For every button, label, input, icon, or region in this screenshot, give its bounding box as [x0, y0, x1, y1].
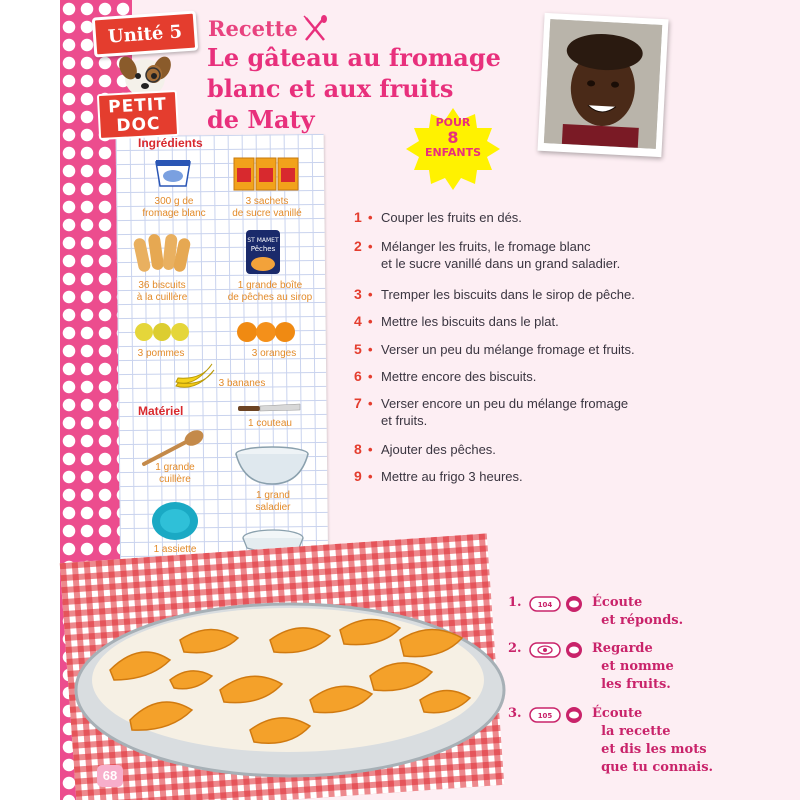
ingredient-caption: 3 sachets de sucre vanillé — [232, 196, 302, 219]
materiel-caption: 1 grand saladier — [255, 490, 291, 513]
materiel-caption: 1 couteau — [248, 418, 292, 429]
unit-tag: Unité 5 — [92, 10, 199, 57]
activity-2: 2. Regarde et nomme les fruits. — [508, 641, 674, 692]
child-portrait-icon — [544, 19, 662, 149]
apples-icon — [134, 320, 190, 342]
ingredient-caption: 300 g de fromage blanc — [142, 196, 206, 219]
bananas-icon — [172, 358, 216, 390]
recipe-label: Recette — [208, 16, 298, 41]
ingredient-caption: 1 grande boîte de pêches au sirop — [227, 280, 313, 303]
activity-1: 1. 104 Écoute et réponds. — [508, 595, 684, 628]
cheesecake-dish-icon — [70, 580, 510, 780]
materiel-caption: 1 assiette — [153, 544, 197, 555]
materiel-caption: 1 grande cuillère — [155, 462, 195, 485]
audio-track-icon — [528, 706, 590, 724]
salad-bowl-icon — [234, 446, 310, 486]
ingredients-heading: Ingrédients — [138, 136, 203, 150]
servings-text: POUR 8 ENFANTS — [424, 116, 482, 159]
page-margin — [0, 0, 60, 800]
ingredient-caption: 3 bananes — [218, 378, 266, 389]
petit-doc-badge: PETIT DOC — [97, 90, 179, 140]
ingredient-caption: 36 biscuits à la cuillère — [136, 280, 188, 303]
ladyfinger-biscuits-icon — [132, 228, 192, 276]
sugar-sachets-icon — [232, 156, 300, 192]
child-photo — [537, 13, 668, 157]
recipe-title: Le gâteau au fromage blanc et aux fruits de Maty — [207, 43, 501, 134]
can-product-label: Pêches — [250, 245, 276, 253]
blue-plate-icon — [150, 500, 200, 542]
eye-icon — [528, 641, 590, 659]
fork-spoon-icon — [300, 14, 330, 44]
knife-icon — [236, 402, 302, 414]
track-number: 104 — [537, 601, 553, 609]
peach-can-icon — [244, 228, 282, 276]
track-number: 105 — [537, 712, 553, 720]
page-number: 68 — [97, 765, 123, 787]
activity-3: 3. 105 Écoute la recette et dis les mots que tu connais. — [508, 706, 714, 775]
ingredient-caption: 3 pommes — [137, 348, 185, 359]
materiel-heading: Matériel — [138, 404, 184, 418]
ingredient-caption: 3 oranges — [251, 348, 297, 359]
yogurt-tub-icon — [152, 156, 194, 190]
can-brand-label: ST MAMET — [247, 237, 279, 244]
audio-track-icon — [528, 595, 590, 613]
oranges-icon — [236, 320, 296, 344]
